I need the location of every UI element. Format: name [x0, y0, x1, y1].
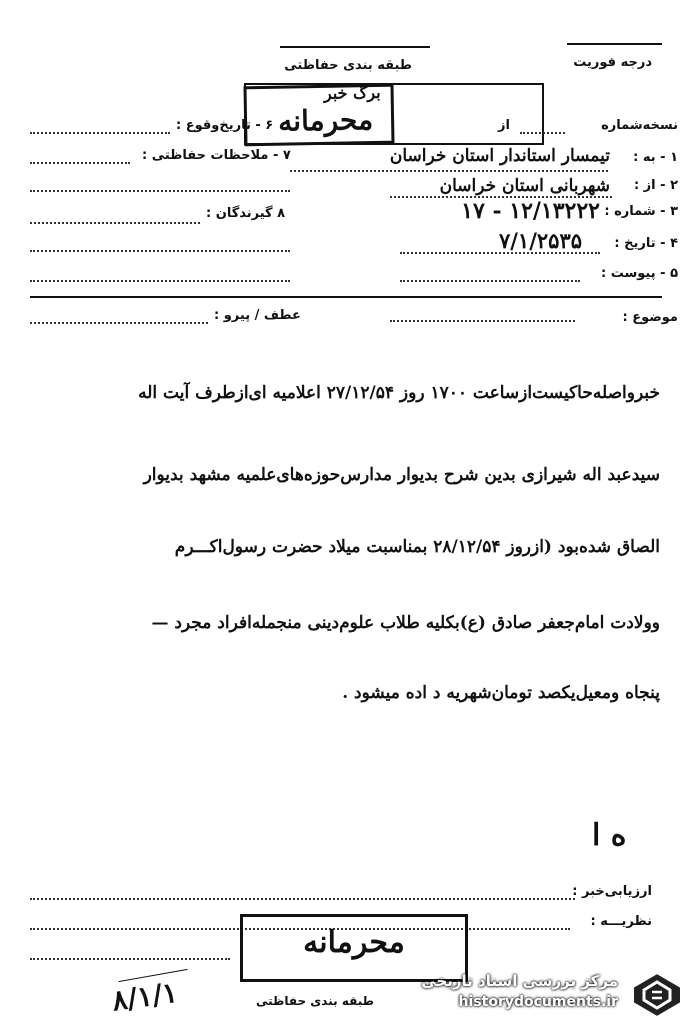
from-label: ۲ - از :: [633, 178, 678, 193]
date-value: ۷/۱/۲۵۳۵: [498, 228, 582, 253]
recipients-label: ۸ گیرندگان :: [206, 206, 286, 221]
security-notes-label: ۷ - ملاحظات حفاظتی :: [142, 148, 291, 163]
event-date-label: ۶ - تاریخ‌وقوع :: [176, 118, 274, 133]
header-separator: [30, 296, 662, 298]
copy-number-field: [520, 132, 565, 134]
opinion-field-2: [30, 958, 230, 960]
stamp-text: محرمانه: [277, 103, 374, 138]
stamp-note: برگ خبر: [323, 82, 381, 103]
evaluation-field: [30, 898, 575, 900]
subject-field: [390, 320, 575, 322]
body-line-1: خبرواصله‌حاکیست‌ازساعت ۱۷۰۰ روز ۲۷/۱۲/۵۴ اعلامیه ای‌ازطرف آیت اله: [138, 383, 660, 403]
security-notes-field: [30, 162, 130, 164]
number-label: ۳ - شماره :: [604, 204, 678, 219]
reference-label: عطف / پیرو :: [214, 308, 301, 323]
evaluation-label: ارزیابی‌خبر :: [572, 884, 652, 899]
date-field: [400, 252, 600, 254]
body-line-2: سیدعبد اله شیرازی بدین شرح بدیوار مدارس‌حوزه‌های‌علمیه مشهد بدیوار: [143, 465, 660, 485]
classification-label: طبقه بندی حفاظتی: [284, 58, 412, 73]
recipients-field: [30, 222, 200, 224]
attachment-field: [400, 280, 580, 282]
body-line-5: پنجاه ومعیل‌یکصد تومان‌شهریه د اده میشود .: [342, 683, 660, 703]
opinion-label: نظریـــه :: [590, 914, 652, 929]
subject-label: موضوع :: [622, 310, 678, 325]
to-value: تیمسار استاندار استان خراسان: [389, 146, 610, 166]
recipients-field-2: [30, 250, 290, 252]
from-value: شهربانی استان خراسان: [439, 176, 610, 196]
bottom-classification-label: طبقه بندی حفاظتی: [256, 994, 374, 1008]
security-notes-field-2: [30, 190, 290, 192]
recipients-field-3: [30, 280, 290, 282]
number-value: ۱۲/۱۳۲۲۲ - ۱۷: [461, 198, 600, 224]
margin-scribble: ۸/۱/۱: [110, 975, 180, 1018]
watermark: [388, 968, 688, 1024]
copy-number-label: نسخه‌شماره: [601, 118, 678, 133]
attachment-label: ۵ - پیوست :: [601, 266, 678, 281]
stamp-frame-outer: [244, 83, 544, 145]
classification-rule: [280, 46, 430, 48]
initials: ه ا: [592, 818, 627, 853]
urgency-label: درجه فوریت: [573, 55, 652, 70]
to-label: ۱ - به :: [633, 150, 678, 165]
event-date-field: [30, 132, 170, 134]
date-label: ۴ - تاریخ :: [614, 236, 678, 251]
watermark-site: historydocuments.ir: [458, 994, 618, 1010]
body-line-4: وولادت امام‌جعفر صادق (ع)بکلیه طلاب علوم‌دینی منجمله‌افراد مجرد —: [151, 613, 660, 633]
watermark-org-name: مرکز بررسی اسناد تاریخی: [421, 972, 618, 990]
urgency-rule: [567, 43, 662, 45]
to-field: [290, 170, 608, 172]
copy-of-label: از: [498, 118, 510, 133]
bottom-stamp-text: محرمانه: [303, 925, 405, 960]
body-line-3: الصاق شده‌بود (ازروز ۲۸/۱۲/۵۴ بمناسبت میلاد حضرت رسول‌اکـــرم: [174, 537, 660, 557]
reference-field: [30, 322, 208, 324]
archive-logo-icon: [630, 970, 684, 1020]
